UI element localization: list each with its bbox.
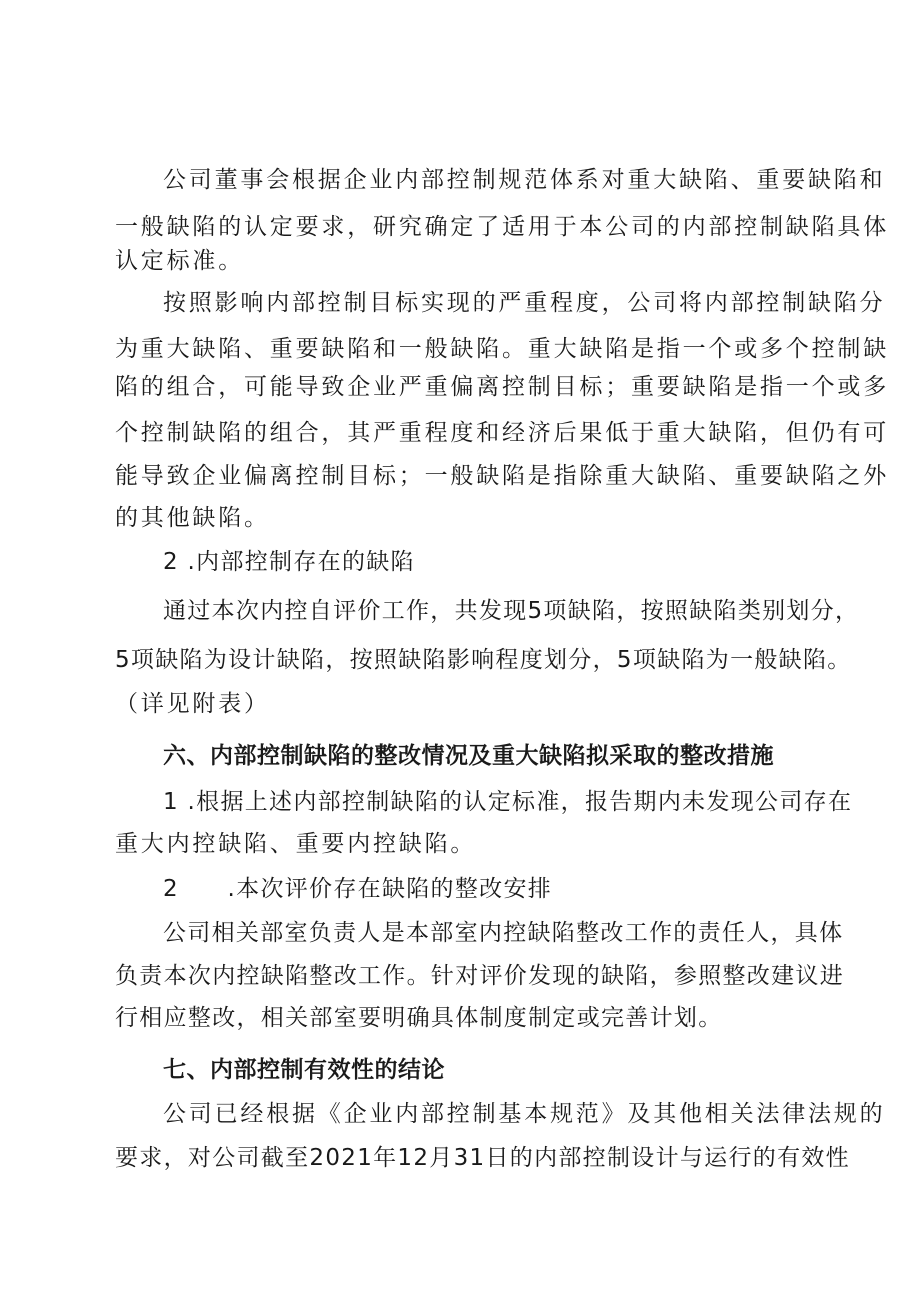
section-heading: 六、内部控制缺陷的整改情况及重大缺陷拟采取的整改措施 xyxy=(163,743,774,769)
section-heading: 七、内部控制有效性的结论 xyxy=(163,1057,445,1083)
paragraph-line: （详见附表） xyxy=(115,691,270,717)
paragraph-line: 能导致企业偏离控制目标；一般缺陷是指除重大缺陷、重要缺陷之外 xyxy=(115,463,889,489)
paragraph-line: 陷的组合，可能导致企业严重偏离控制目标；重要缺陷是指一个或多 xyxy=(115,374,889,400)
paragraph-line: 为重大缺陷、重要缺陷和一般缺陷。重大缺陷是指一个或多个控制缺 xyxy=(115,336,889,362)
paragraph-line: 公司相关部室负责人是本部室内控缺陷整改工作的责任人，具体 xyxy=(163,920,844,946)
paragraph-line: 的其他缺陷。 xyxy=(115,505,270,531)
paragraph-line: 通过本次内控自评价工作，共发现5项缺陷，按照缺陷类别划分， xyxy=(163,598,860,624)
paragraph-line: 按照影响内部控制目标实现的严重程度，公司将内部控制缺陷分 xyxy=(163,290,886,316)
paragraph-line: 认定标准。 xyxy=(115,248,244,274)
paragraph-line: 个控制缺陷的组合，其严重程度和经济后果低于重大缺陷，但仍有可 xyxy=(115,420,889,446)
paragraph-line: 5项缺陷为设计缺陷，按照缺陷影响程度划分，5项缺陷为一般缺陷。 xyxy=(115,647,852,673)
paragraph-line: 一般缺陷的认定要求，研究确定了适用于本公司的内部控制缺陷具体 xyxy=(115,214,889,240)
paragraph-line: 公司已经根据《企业内部控制基本规范》及其他相关法律法规的 xyxy=(163,1101,886,1127)
subsection-title: 2 .内部控制存在的缺陷 xyxy=(163,549,415,575)
paragraph-line: 行相应整改，相关部室要明确具体制度制定或完善计划。 xyxy=(115,1005,723,1031)
paragraph-line: 负责本次内控缺陷整改工作。针对评价发现的缺陷，参照整改建议进 xyxy=(115,963,844,989)
paragraph-line: 公司董事会根据企业内部控制规范体系对重大缺陷、重要缺陷和 xyxy=(163,167,886,193)
paragraph-line: 重大内控缺陷、重要内控缺陷。 xyxy=(115,831,477,857)
paragraph-line: 要求，对公司截至2021年12月31日的内部控制设计与运行的有效性 xyxy=(115,1145,850,1171)
paragraph-line: 1 .根据上述内部控制缺陷的认定标准，报告期内未发现公司存在 xyxy=(163,789,853,815)
subsection-title: 2 .本次评价存在缺陷的整改安排 xyxy=(163,876,553,902)
